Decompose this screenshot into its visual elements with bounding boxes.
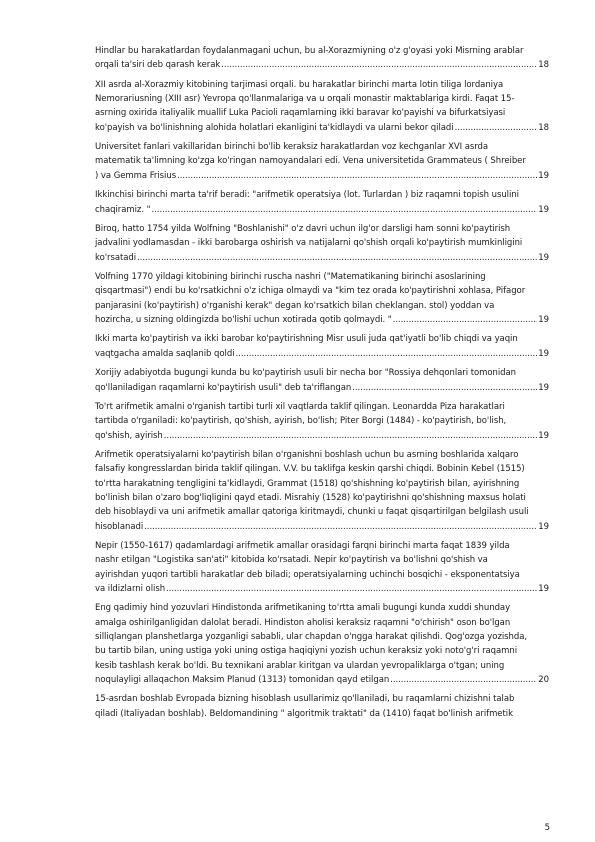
toc-entry-text: qo'shish, ayirish: [95, 430, 163, 441]
dot-leader: [390, 673, 537, 687]
toc-entry-last-line: [95, 58, 549, 72]
toc-entry-text: bo'linish bilan o'zaro bog'liqligini qayd etadi. Misrahiy (1528) ko'paytirishni qo'shishning maxsus holati: [95, 493, 526, 503]
toc-entry-text: qo'llaniladigan raqamlarni ko'paytirish usuli" deb ta'riflangan: [95, 382, 352, 393]
toc-page-number: 19: [538, 314, 549, 325]
toc-entry[interactable]: [95, 270, 549, 327]
toc-entry-last-line: [95, 121, 549, 135]
toc-entry[interactable]: [95, 222, 549, 265]
toc-page-number: 19: [538, 430, 549, 441]
toc-entry[interactable]: [95, 448, 549, 534]
toc-entry-last-line: [95, 251, 549, 265]
toc-entry-last-line: [95, 169, 549, 183]
toc-entry-text: asrning oxirida italiyalik muallif Luka Pacioli raqamlarning ikki baravar ko'payishi va bifurkatsiyasi: [95, 108, 506, 119]
toc-entry[interactable]: [95, 539, 549, 596]
toc-entry[interactable]: [95, 44, 549, 73]
toc-entry[interactable]: [95, 692, 549, 721]
toc-page-number: 19: [538, 348, 549, 359]
dot-leader: [177, 169, 537, 183]
toc-page-number: 19: [538, 252, 549, 263]
toc-entry-text: jadvalini yodlamasdan - ikki barobarga oshirish va natijalarni qo'shish orqali ko'paytirish mumkinligini: [95, 238, 523, 249]
toc-page-number: 19: [538, 382, 549, 393]
toc-entry-text: qiladi (Italiyadan boshlab). Beldomandining " algoritmik traktati" da (1410) faqat bo'linish arifmetik: [95, 708, 513, 719]
toc-entry-text: chaqiramiz. ": [95, 204, 151, 215]
toc-entry-text: Eng qadimiy hind yozuvlari Hindistonda arifmetikaning to'rtta amali bugungi kunda xuddi shunday: [95, 603, 511, 614]
toc-entry-text: Ikki marta ko'paytirish va ikki barobar ko'paytirishning Misr usuli juda qat'iyatli bo'lib chiqdi va yaqin: [95, 334, 518, 345]
toc-entry-text: Hindlar bu harakatlardan foydalanmagani uchun, bu al-Xorazmiyning o'z g'oyasi yoki Misrning arablar: [95, 46, 524, 56]
toc-entry-text: Arifmetik operatsiyalarni ko'paytirish bilan o'rganishni boshlash uchun bu asrning boshlarida xalqaro: [95, 450, 519, 461]
toc-entry-text: kesib tashlash kerak bo'ldi. Bu texnikani arablar kiritgan va ulardan yevropaliklarga o'tgan; uning: [95, 660, 505, 671]
toc-entry-text: Nemorariusning (XIII asr) Yevropa qo'llanmalariga va u orqali monastir maktablariga kirdi. Faqat 15-: [95, 94, 515, 105]
toc-entry-text: Universitet fanlari vakillaridan birinchi bo'lib keraksiz harakatlardan voz kechganlar XVI asrda: [95, 142, 489, 153]
toc-entry-last-line: [95, 582, 549, 596]
dot-leader: [352, 381, 537, 395]
toc-entry-text: silliqlangan planshetlarga yozganligi sababli, ular chapdan o'ngga harakat qilishdi. Qog'ozga yozishda,: [95, 632, 528, 643]
dot-leader: [455, 121, 538, 135]
toc-entry-last-line: [95, 203, 549, 217]
toc-entry-text: bu tartib bilan, uning ustiga yoki uning ostiga haqiqiyni yozish uchun keraksiz yoki noto'g'ri raqamni: [95, 646, 518, 657]
toc-page-number: 20: [538, 674, 549, 685]
toc-entry-text: ayirishdan yuqori tartibli harakatlar deb biladi; operatsiyalarning uchinchi bosqichi - eksponentatsiya: [95, 569, 520, 580]
toc-page-number: 19: [538, 170, 549, 181]
toc-entry-last-line: [95, 347, 549, 361]
toc-entry-text: panjarasini (ko'paytirish) o'rganishi kerak" degan ko'rsatkich bilan cheklangan. stol) yoddan va: [95, 300, 495, 311]
toc-entry-text: noqulayligi allaqachon Maksim Planud (1313) tomonidan qayd etilgan: [95, 674, 390, 685]
toc-entry-text: Biroq, hatto 1754 yilda Wolfning "Boshlanishi" o'z davri uchun ilg'or darsligi ham sonni ko'paytirish: [95, 224, 511, 235]
toc-entry-text: To'rt arifmetik amalni o'rganish tartibi turli xil vaqtlarda taklif qilingan. Leonardda Piza harakatlari: [95, 402, 505, 413]
toc-entry-text: ko'payish va bo'linishning alohida holatlari ekanligini ta'kidlaydi va ularni bekor qiladi: [95, 122, 454, 133]
toc-entry-text: ko'rsatadi: [95, 252, 137, 263]
toc-entry-last-line: [95, 429, 549, 443]
toc-entry-text: Nepir (1550-1617) qadamlardagi arifmetik amallar orasidagi farqni birinchi marta faqat 1839 yilda: [95, 541, 510, 552]
toc-entry[interactable]: [95, 140, 549, 183]
table-of-contents: [95, 44, 549, 726]
toc-entry[interactable]: [95, 366, 549, 395]
toc-page-number: 18: [538, 60, 549, 71]
toc-entry-text: ) va Gemma Frisius: [95, 170, 177, 181]
toc-entry[interactable]: [95, 400, 549, 443]
dot-leader: [393, 313, 538, 327]
toc-entry-text: orqali ta'siri deb qarash kerak: [95, 60, 221, 71]
toc-entry[interactable]: [95, 188, 549, 217]
toc-entry[interactable]: [95, 78, 549, 135]
toc-entry-text: tartibda o'rganiladi: ko'paytirish, qo'shish, ayirish, bo'lish; Piter Borgi (1484) - ko'paytirish, bo'lish,: [95, 416, 507, 427]
toc-entry-text: falsafiy kongresslardan birida taklif qilingan. V.V. bu taklifga keskin qarshi chiqdi. Bobinin Kebel (1515): [95, 464, 525, 475]
toc-entry-text: 15-asrdan boshlab Evropada bizning hisoblash usullarimiz qo'llaniladi, bu raqamlarni chizishni talab: [95, 694, 515, 705]
dot-leader: [137, 251, 537, 265]
toc-entry-text: vaqtgacha amalda saqlanib qoldi: [95, 348, 235, 359]
toc-entry-text: hisoblanadi: [95, 521, 144, 532]
toc-entry[interactable]: [95, 601, 549, 687]
dot-leader: [166, 582, 537, 596]
toc-entry-text: deb hisoblaydi va uni arifmetik amallar qatoriga kiritmaydi, chunki u faqat qisqartirilgan belgilash usuli: [95, 507, 529, 518]
toc-entry-last-line: [95, 313, 549, 327]
toc-entry-text: qisqartmasi") endi bu ko'rsatkichni o'z ichiga olmaydi va "kim tez orada ko'paytirishni xohlasa, Pifagor: [95, 286, 526, 297]
toc-page-number: 19: [538, 204, 549, 215]
toc-page-number: 19: [538, 583, 549, 594]
toc-entry-text: matematik ta'limning ko'zga ko'ringan namoyandalari edi. Vena universitetida Grammateus ( Shreiber: [95, 156, 526, 167]
toc-entry-last-line: [95, 381, 549, 395]
page-number: 5: [544, 823, 550, 833]
toc-entry-text: Xorijiy adabiyotda bugungi kunda bu ko'paytirish usuli bir necha bor "Rossiya dehqonlari tomonidan: [95, 368, 517, 379]
toc-entry-text: XII asrda al-Xorazmiy kitobining tarjimasi orqali. bu harakatlar birinchi marta lotin tiliga lordaniya: [95, 79, 504, 90]
toc-entry-text: amalga oshirilganligidan dalolat beradi. Hindiston aholisi keraksiz raqamni "o'chirish" oson bo'lgan: [95, 617, 511, 628]
toc-entry-text: hozircha, u sizning oldingizda bo'lishi uchun xotirada qotib qolmaydi. ": [95, 314, 392, 325]
toc-page-number: 19: [538, 521, 549, 532]
toc-entry-text: to'rtta harakatning tengligini ta'kidlaydi, Grammat (1518) qo'shishning ko'paytirish bilan, ayirishning: [95, 478, 520, 489]
toc-entry-text: nashr etilgan "Logistika san'ati" kitobida ko'rsatadi. Nepir ko'paytirish va bo'lishni qo'shish va: [95, 555, 488, 566]
dot-leader: [144, 520, 537, 534]
toc-entry[interactable]: [95, 332, 549, 361]
toc-entry-text: va ildizlarni olish: [95, 583, 166, 594]
dot-leader: [152, 203, 538, 217]
toc-entry-last-line: [95, 673, 549, 687]
toc-entry-text: Volfning 1770 yildagi kitobining birinchi ruscha nashri ("Matematikaning birinchi asoslarining: [95, 272, 486, 283]
toc-entry-text: Ikkinchisi birinchi marta ta'rif beradi: "arifmetik operatsiya (lot. Turlardan ) biz raqamni topish usulini: [95, 190, 519, 201]
dot-leader: [221, 58, 537, 72]
toc-entry-last-line: [95, 520, 549, 534]
toc-page-number: 18: [538, 122, 549, 133]
dot-leader: [164, 429, 538, 443]
dot-leader: [236, 347, 538, 361]
